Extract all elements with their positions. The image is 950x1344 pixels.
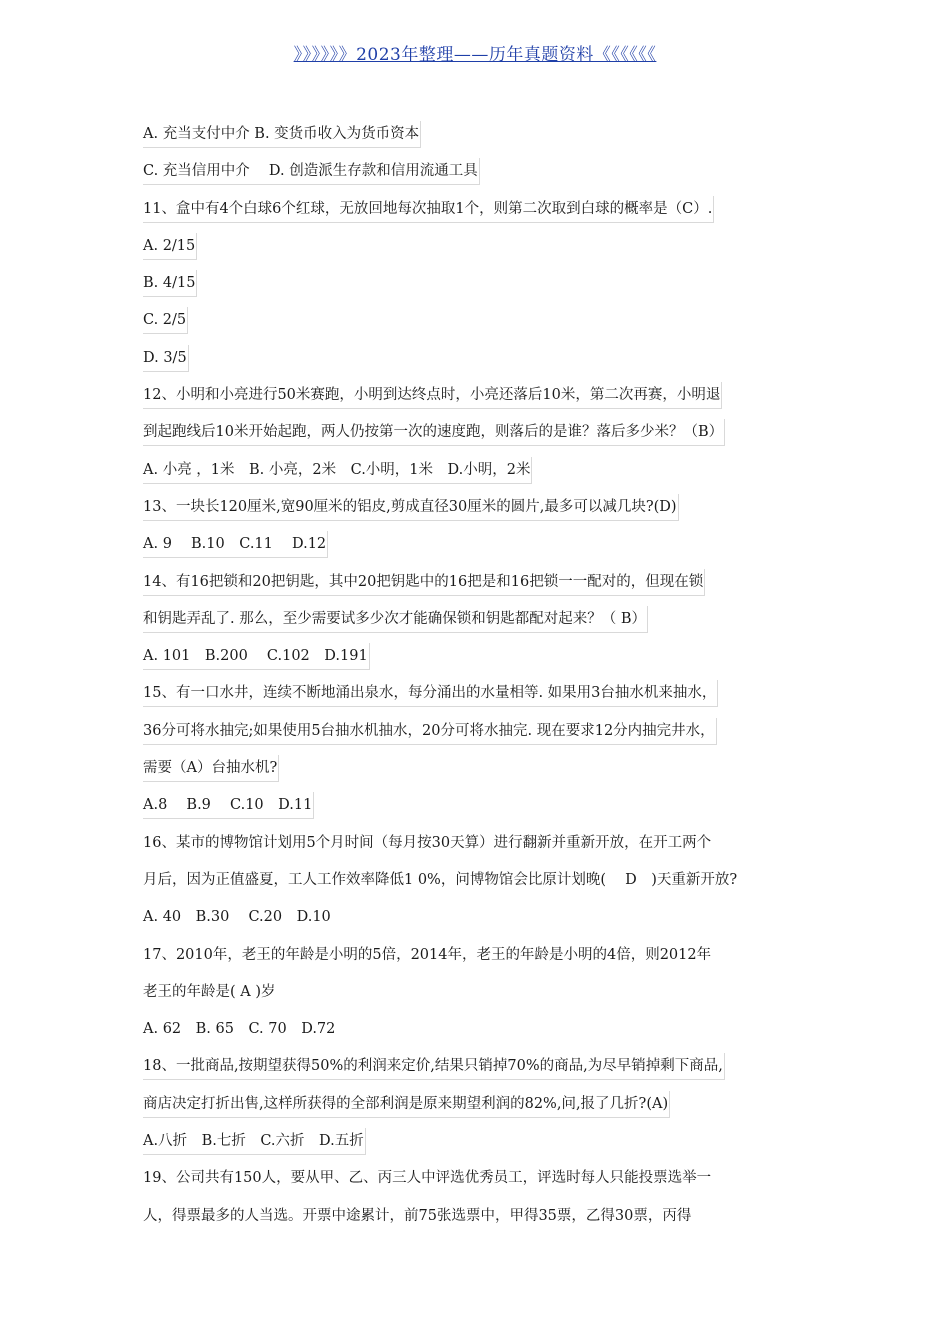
text-line: 12、小明和小亮进行50米赛跑，小明到达终点时，小亮还落后10米，第二次再赛，小明退 — [143, 382, 813, 419]
text-line: A. 小亮 ，1米 B. 小亮，2米 C.小明，1米 D.小明，2米 — [143, 457, 813, 494]
text-line: 16、某市的博物馆计划用5个月时间（每月按30天算）进行翻新并重新开放，在开工两个 — [143, 834, 712, 851]
text-line: A. 充当支付中介 B. 变货币收入为货币资本 — [143, 121, 813, 158]
text-line: C. 充当信用中介 D. 创造派生存款和信用流通工具 — [143, 158, 813, 195]
text-line: 18、一批商品,按期望获得50%的利润来定价,结果只销掉70%的商品,为尽早销掉剩下商品, — [143, 1053, 813, 1090]
text-line: A. 2/15 — [143, 233, 813, 270]
text-line: A.8 B.9 C.10 D.11 — [143, 792, 813, 829]
text-line: C. 2/5 — [143, 307, 813, 344]
document-body — [143, 121, 813, 1240]
text-line: 商店决定打折出售,这样所获得的全部利润是原来期望利润的82%,问,报了几折?(A) — [143, 1091, 813, 1128]
text-line: D. 3/5 — [143, 345, 813, 382]
text-line: B. 4/15 — [143, 270, 813, 307]
text-line: 月后，因为正值盛夏，工人工作效率降低1 0%，问博物馆会比原计划晚( D )天重新开放? — [143, 871, 738, 888]
text-line: A.八折 B.七折 C.六折 D.五折 — [143, 1128, 813, 1165]
text-line: 15、有一口水井，连续不断地涌出泉水，每分涌出的水量相等. 如果用3台抽水机来抽水， — [143, 680, 813, 717]
text-line: 14、有16把锁和20把钥匙，其中20把钥匙中的16把是和16把锁一一配对的，但现在锁 — [143, 569, 813, 606]
text-line: 到起跑线后10米开始起跑，两人仍按第一次的速度跑，则落后的是谁？落后多少米？（B） — [143, 419, 813, 456]
text-line: 11、盒中有4个白球6个红球，无放回地每次抽取1个，则第二次取到白球的概率是（C）. — [143, 196, 813, 233]
text-line: 13、一块长120厘米,宽90厘米的铝皮,剪成直径30厘米的圆片,最多可以减几块?(D) — [143, 494, 813, 531]
text-line: 需要（A）台抽水机? — [143, 755, 813, 792]
text-line: 36分可将水抽完;如果使用5台抽水机抽水，20分可将水抽完. 现在要求12分内抽完井水， — [143, 718, 813, 755]
text-line: A. 101 B.200 C.102 D.191 — [143, 643, 813, 680]
text-line: 19、公司共有150人，要从甲、乙、丙三人中评选优秀员工，评选时每人只能投票选举一 — [143, 1170, 712, 1187]
text-line: 人，得票最多的人当选。开票中途累计，前75张选票中，甲得35票，乙得30票，丙得 — [143, 1207, 692, 1224]
text-line: A. 9 B.10 C.11 D.12 — [143, 531, 813, 568]
page-header-title: 》》》》》》2023年整理——历年真题资料《《《《《《 — [293, 45, 657, 65]
text-line: 老王的年龄是( A )岁 — [143, 983, 276, 1000]
text-line: A. 62 B. 65 C. 70 D.72 — [143, 1021, 336, 1038]
text-line: 和钥匙弄乱了. 那么，至少需要试多少次才能确保锁和钥匙都配对起来？（ B） — [143, 606, 813, 643]
text-line: A. 40 B.30 C.20 D.10 — [143, 909, 331, 926]
text-line: 17、2010年，老王的年龄是小明的5倍，2014年，老王的年龄是小明的4倍，则2012年 — [143, 946, 712, 963]
